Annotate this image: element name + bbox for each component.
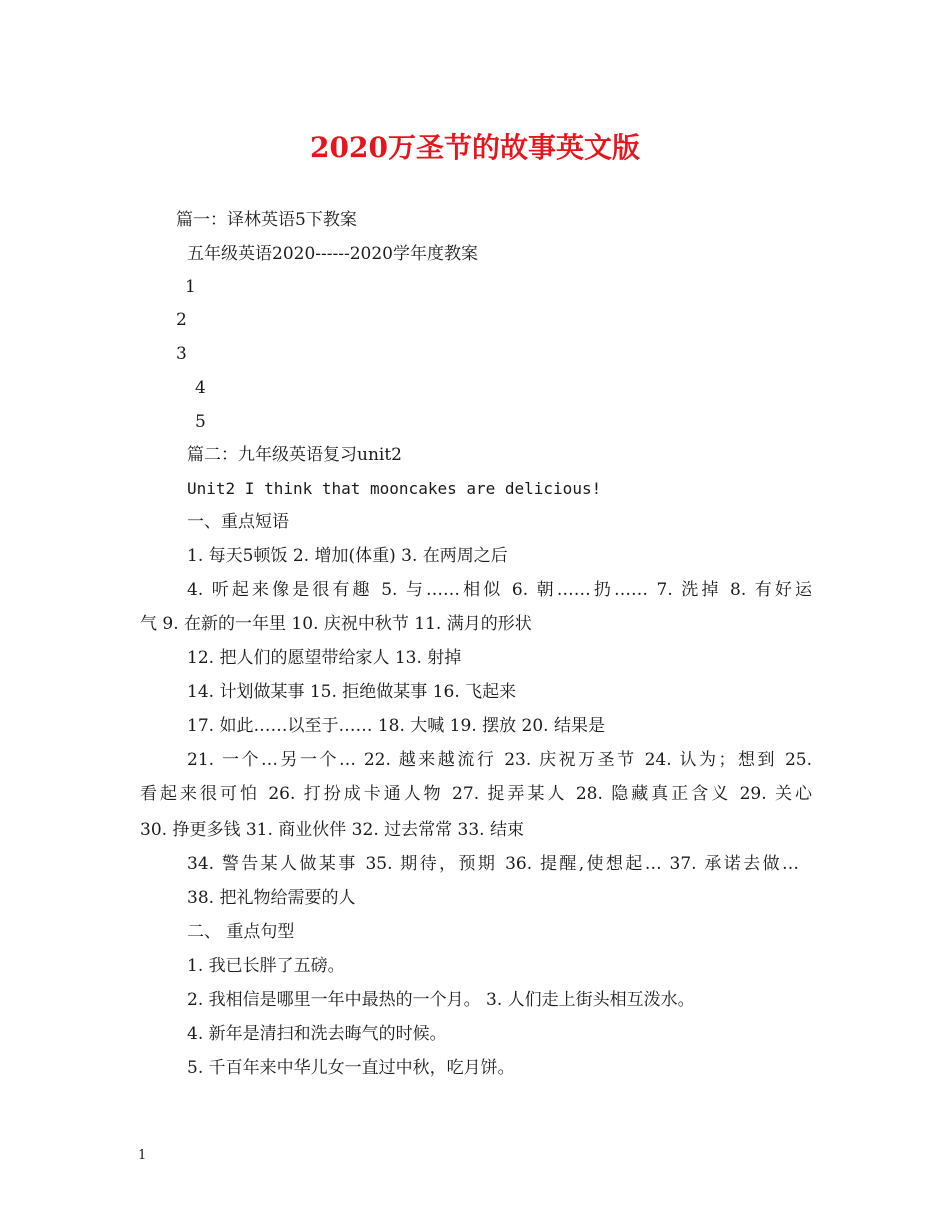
paragraph-line: 气 9. 在新的一年里 10. 庆祝中秋节 11. 满月的形状 [140,614,532,634]
list-number: 5 [195,412,206,432]
list-number: 2 [176,310,187,330]
document-title: 2020万圣节的故事英文版 [310,131,640,164]
paragraph-line: 38. 把礼物给需要的人 [187,888,356,908]
paragraph-line: 4. 听起来像是很有趣 5. 与……相似 6. 朝……扔…… 7. 洗掉 8. 有好运 [187,580,812,600]
paragraph-line: 2. 我相信是哪里一年中最热的一个月。 3. 人们走上街头相互泼水。 [187,990,695,1010]
paragraph-line: 21. 一个…另一个… 22. 越来越流行 23. 庆祝万圣节 24. 认为；想到 25. [187,750,812,770]
unit-title: Unit2 I think that mooncakes are delicious! [187,479,602,498]
list-number: 3 [176,344,187,364]
paragraph-line: 34. 警告某人做某事 35. 期待，预期 36. 提醒,使想起… 37. 承诺去做… [187,854,799,874]
paragraph-line: 1. 每天5顿饭 2. 增加(体重) 3. 在两周之后 [187,546,508,566]
section-heading-2: 篇二：九年级英语复习unit2 [187,445,402,465]
paragraph-line: 4. 新年是清扫和洗去晦气的时候。 [187,1024,447,1044]
paragraph-line: 12. 把人们的愿望带给家人 13. 射掉 [187,648,462,668]
section-heading-1: 篇一：译林英语5下教案 [176,210,357,230]
list-number: 4 [195,378,206,398]
paragraph-line: 5. 千百年来中华儿女一直过中秋，吃月饼。 [187,1058,515,1078]
subheading-line: 五年级英语2020------2020学年度教案 [187,244,478,264]
subsection-heading: 一、重点短语 [187,512,289,532]
paragraph-line: 30. 挣更多钱 31. 商业伙伴 32. 过去常常 33. 结束 [140,820,524,840]
page-number: 1 [138,1148,147,1163]
subsection-heading: 二、 重点句型 [187,922,295,942]
list-number: 1 [185,277,196,297]
paragraph-line: 14. 计划做某事 15. 拒绝做某事 16. 飞起来 [187,682,517,702]
paragraph-line: 1. 我已长胖了五磅。 [187,956,345,976]
paragraph-line: 17. 如此……以至于…… 18. 大喊 19. 摆放 20. 结果是 [187,716,605,736]
paragraph-line: 看起来很可怕 26. 打扮成卡通人物 27. 捉弄某人 28. 隐藏真正含义 29. 关心 [140,784,812,804]
